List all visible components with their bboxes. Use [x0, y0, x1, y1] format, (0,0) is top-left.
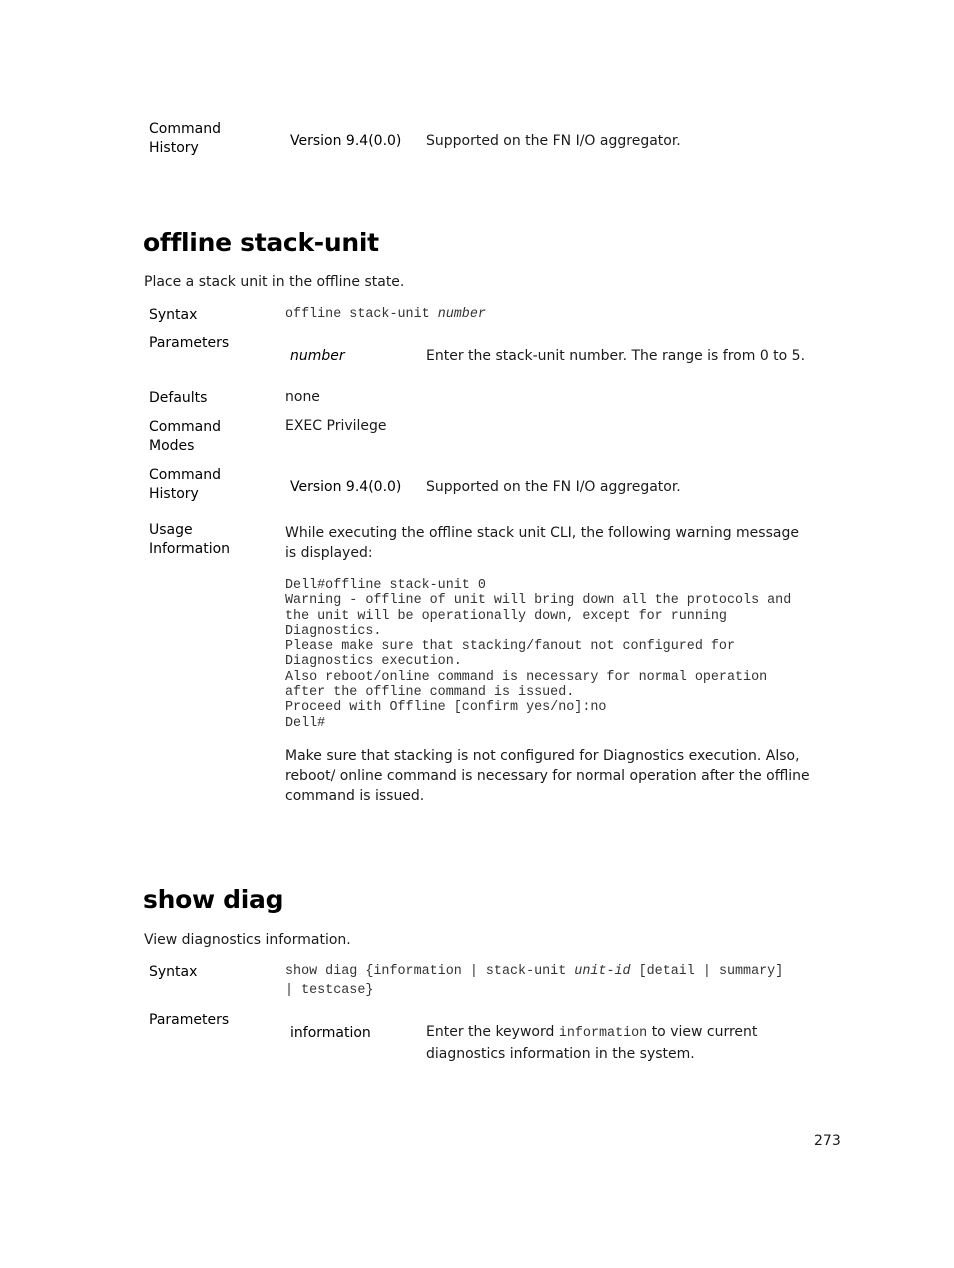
offline-param-name: number: [290, 348, 345, 364]
show-diag-parameters-label: Parameters: [149, 1012, 230, 1028]
page-number: 273: [814, 1133, 841, 1149]
offline-history-version: Version 9.4(0.0): [290, 479, 402, 495]
show-diag-param-desc-post: to view current diagnostics information in the system.: [426, 1024, 758, 1062]
offline-parameters-label: Parameters: [149, 335, 230, 351]
show-diag-syntax-argument: unit-id: [574, 964, 631, 979]
show-diag-section-title: show diag: [143, 885, 284, 914]
offline-param-description: Enter the stack-unit number. The range is from 0 to 5.: [426, 348, 806, 364]
offline-modes-label: Command Modes: [149, 419, 221, 454]
offline-syntax-argument: number: [437, 307, 486, 322]
show-diag-param-desc-pre: Enter the keyword: [426, 1024, 555, 1040]
show-diag-param-description: [426, 1022, 836, 1064]
show-diag-param-name: information: [290, 1025, 371, 1041]
top-history-version: Version 9.4(0.0): [290, 133, 402, 149]
offline-usage-label: Usage Information: [149, 522, 231, 557]
offline-history-description: Supported on the FN I/O aggregator.: [426, 479, 681, 495]
show-diag-syntax-options: [detail | summary]: [638, 964, 784, 979]
show-diag-syntax-command: show diag {information | stack-unit: [285, 964, 567, 979]
offline-defaults-value: none: [285, 389, 320, 405]
top-history-label: Command History: [149, 121, 221, 156]
offline-syntax: [285, 307, 486, 322]
offline-section-title: offline stack-unit: [143, 228, 379, 257]
show-diag-param-keyword: information: [558, 1026, 648, 1041]
offline-usage-note: Make sure that stacking is not configured for Diagnostics execution. Also, reboot/ online command is necessary for normal operation after the offline command is issued.: [285, 748, 810, 804]
show-diag-summary: View diagnostics information.: [144, 932, 351, 948]
offline-usage-intro: While executing the offline stack unit CLI, the following warning message is displayed:: [285, 525, 799, 561]
show-diag-syntax-line2: | testcase}: [285, 983, 374, 998]
offline-summary: Place a stack unit in the offline state.: [144, 274, 405, 290]
top-history-description: Supported on the FN I/O aggregator.: [426, 133, 681, 149]
show-diag-syntax-line1: [285, 964, 783, 979]
offline-defaults-label: Defaults: [149, 390, 208, 406]
offline-modes-value: EXEC Privilege: [285, 418, 387, 434]
offline-syntax-label: Syntax: [149, 307, 198, 323]
show-diag-syntax-label: Syntax: [149, 964, 198, 980]
offline-history-label: Command History: [149, 467, 221, 502]
offline-usage-code-block: Dell#offline stack-unit 0 Warning - offline of unit will bring down all the protocols and the unit will be operationally down, except for running Diagnostics. Please make sure that stacking/fanout not configured for Diagnostics execution. Also reboot/online command is necessary for normal operation after the offline command is issued. Proceed with Offline [confirm yes/no]:no Dell#: [285, 578, 792, 731]
offline-syntax-command: offline stack-unit: [285, 307, 430, 322]
